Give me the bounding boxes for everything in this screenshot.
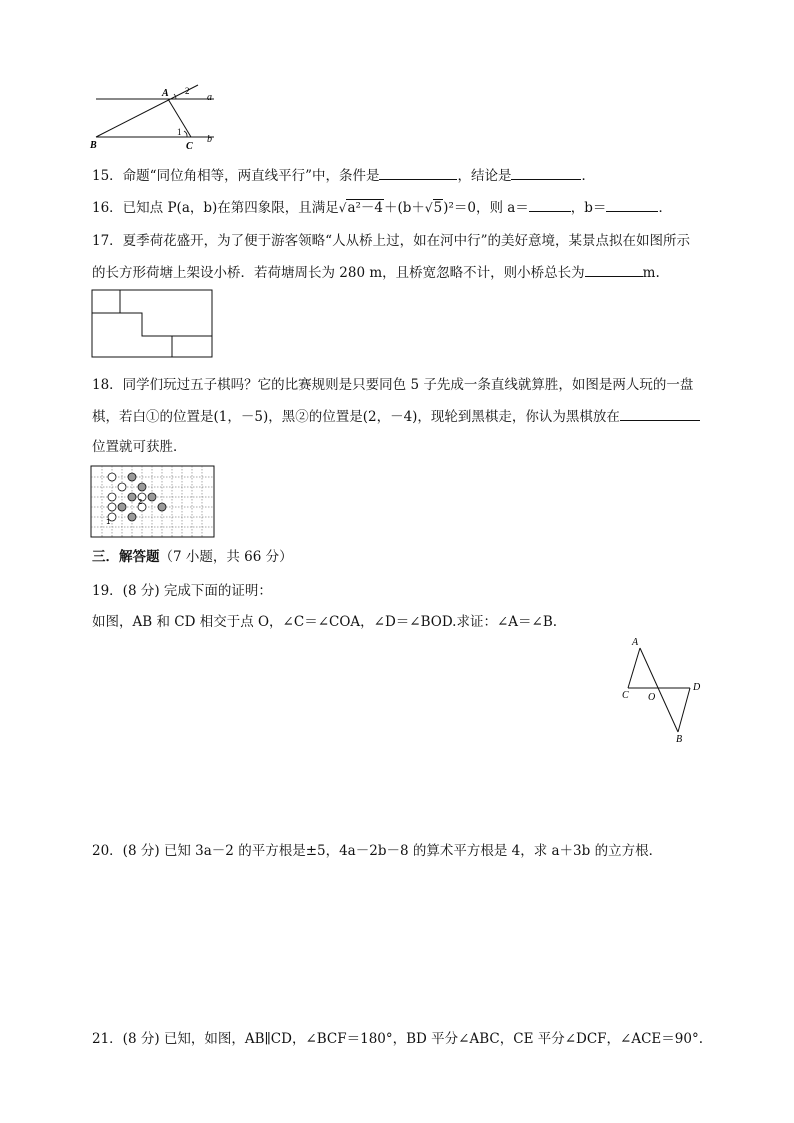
q16-blank-a[interactable] (529, 197, 571, 212)
parallel-lines-figure (86, 82, 226, 152)
intersecting-lines-figure (618, 632, 714, 744)
black-stone (128, 473, 136, 481)
white-stone (118, 483, 126, 491)
label-line-a: a (207, 92, 212, 103)
white-stone (108, 493, 116, 501)
label-O: O (648, 692, 656, 703)
label-angle-1: 1 (177, 127, 182, 137)
gomoku-board-figure (90, 465, 216, 539)
label-A: A (162, 88, 169, 99)
white-stone (108, 503, 116, 511)
question-16: 16．已知点 P(a，b)在第四象限，且满足√a²－4＋(b＋√5)²＝0，则 a＝ ，b＝ ． (92, 197, 672, 218)
label-B: B (676, 734, 683, 744)
white-stone (108, 473, 116, 481)
black-stone (138, 483, 146, 491)
question-18-line-1: 18．同学们玩过五子棋吗？它的比赛规则是只要同色 5 子先成一条直线就算胜，如图是两人玩的一盘 (92, 377, 694, 393)
label-angle-2: 2 (185, 86, 190, 96)
label-line-b: b (207, 134, 212, 145)
section-3-heading: 三．解答题（7 小题，共 66 分） (92, 549, 293, 565)
question-19-line-2: 如图，AB 和 CD 相交于点 O，∠C＝∠COA，∠D＝∠BOD.求证：∠A＝∠B. (92, 614, 558, 630)
question-17-line-2: 的长方形荷塘上架设小桥．若荷塘周长为 280 m，且桥宽忽略不计，则小桥总长为 m. (92, 262, 660, 283)
label-B: B (90, 140, 97, 151)
black-stone (148, 493, 156, 501)
question-20: 20．(8 分) 已知 3a－2 的平方根是±5，4a－2b－8 的算术平方根是 4，求 a＋3b 的立方根． (92, 843, 663, 859)
question-15: 15．命题“同位角相等，两直线平行”中，条件是 ，结论是 ． (92, 165, 595, 186)
label-C: C (186, 141, 193, 152)
pond-bridge-figure (90, 288, 216, 360)
black-stone (128, 513, 136, 521)
question-18-line-3: 位置就可获胜． (92, 439, 187, 455)
label-C: C (622, 690, 629, 701)
q15-blank-conclusion[interactable] (511, 165, 581, 180)
q16-blank-b[interactable] (606, 197, 658, 212)
stone-mark-2: 2 (138, 498, 143, 506)
black-stone (158, 503, 166, 511)
question-21: 21．(8 分) 已知，如图，AB∥CD，∠BCF＝180°，BD 平分∠ABC，CE 平分∠DCF，∠ACE＝90°. (92, 1031, 704, 1047)
label-A: A (632, 637, 639, 648)
question-17-line-1: 17．夏季荷花盛开，为了便于游客领略“人从桥上过，如在河中行”的美好意境，某景点拟在如图所示 (92, 233, 690, 249)
q15-blank-condition[interactable] (379, 165, 457, 180)
question-19-line-1: 19．(8 分) 完成下面的证明： (92, 583, 272, 599)
question-18-line-2: 棋，若白①的位置是(1，－5)，黑②的位置是(2，－4)，现轮到黑棋走，你认为黑棋放在 (92, 406, 700, 427)
stone-mark-1: 1 (106, 518, 111, 526)
label-D: D (693, 682, 701, 693)
q18-blank-position[interactable] (620, 406, 700, 421)
black-stone (118, 503, 126, 511)
black-stone (128, 493, 136, 501)
q17-blank-length[interactable] (585, 262, 643, 277)
